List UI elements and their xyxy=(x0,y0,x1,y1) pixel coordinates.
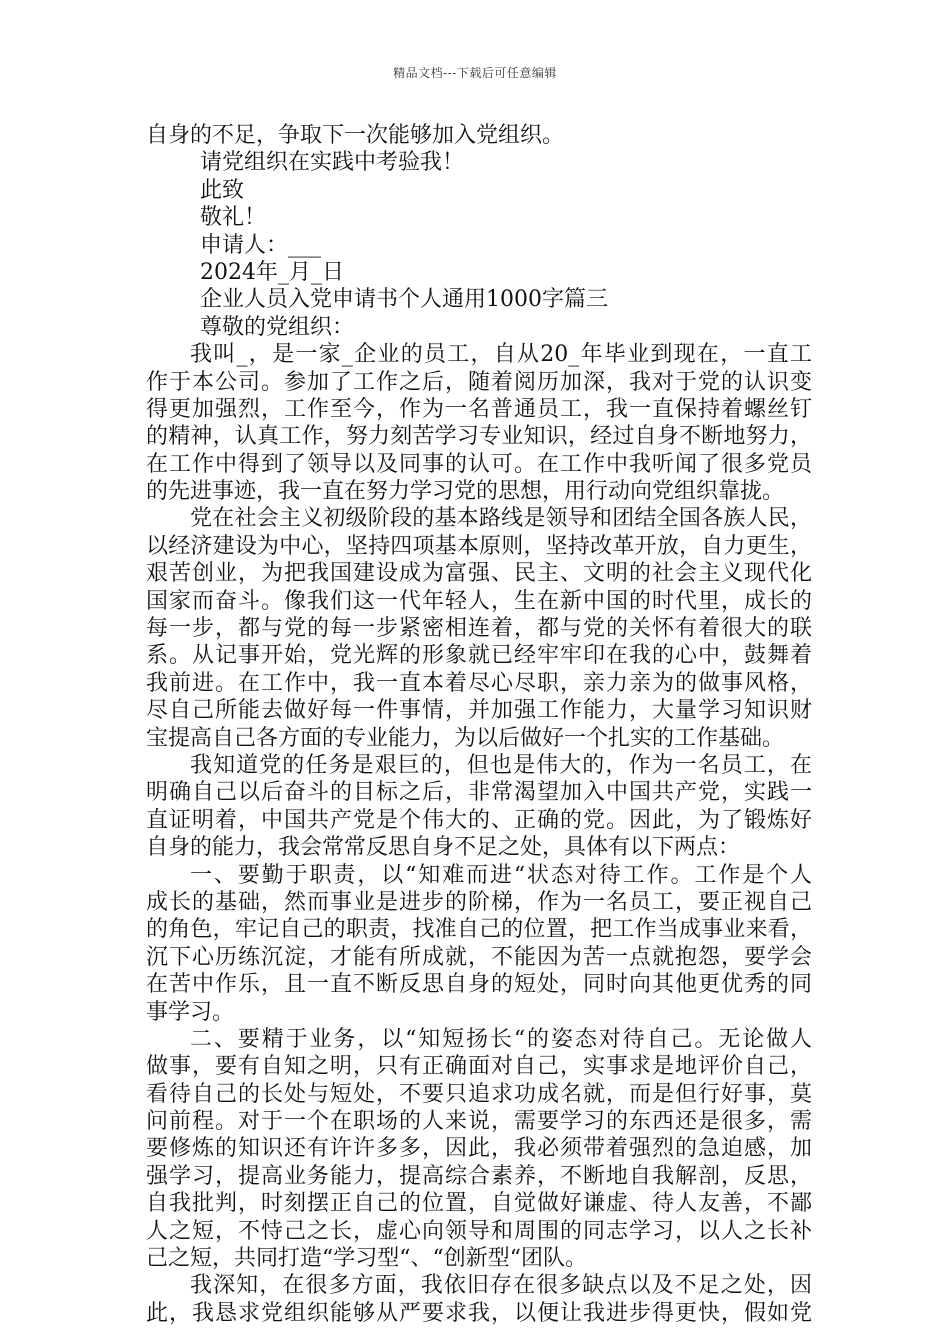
text-line: 一、要勤于职责，以“知难而进“状态对待工作。工作是个人 xyxy=(190,862,812,888)
text-line: 事学习。 xyxy=(146,999,235,1025)
page-header: 精品文档---下载后可任意编辑 xyxy=(393,66,557,80)
text-line: 我深知，在很多方面，我依旧存在很多缺点以及不足之处，因 xyxy=(190,1273,812,1299)
text-line: 问前程。对于一个在职场的人来说，需要学习的东西还是很多，需 xyxy=(146,1109,812,1135)
section-title: 企业人员入党申请书个人通用1000字篇三 xyxy=(200,287,608,313)
text-line: 我叫_，是一家_企业的员工，自从20_年毕业到现在，一直工 xyxy=(190,342,812,368)
text-line: 党在社会主义初级阶段的基本路线是领导和团结全国各族人民， xyxy=(190,506,812,532)
text-line: 在苦中作乐，且一直不断反思自身的短处，同时向其他更优秀的同 xyxy=(146,972,812,998)
text-line: 二、要精于业务，以“知短扬长“的姿态对待自己。无论做人 xyxy=(190,1026,812,1052)
salutation: 尊敬的党组织： xyxy=(200,314,355,340)
text-line: 成长的基础，然而事业是进步的阶梯，作为一名员工，要正视自己 xyxy=(146,889,812,915)
text-line: 强学习，提高业务能力，提高综合素养，不断地自我解剖，反思， xyxy=(146,1163,812,1189)
text-line: 在工作中得到了领导以及同事的认可。在工作中我听闻了很多党员 xyxy=(146,451,812,477)
text-line: 以经济建设为中心，坚持四项基本原则，坚持改革开放，自力更生， xyxy=(146,533,812,559)
text-line: 自我批判，时刻摆正自己的位置，自觉做好谦虚、待人友善，不鄙 xyxy=(146,1191,812,1217)
text-line: 的精神，认真工作，努力刻苦学习专业知识，经过自身不断地努力， xyxy=(146,424,812,450)
text-line: 要修炼的知识还有许许多多，因此，我必须带着强烈的急迫感，加 xyxy=(146,1136,812,1162)
text-line: 请党组织在实践中考验我！ xyxy=(200,150,465,176)
text-line: 得更加强烈，工作至今，作为一名普通员工，我一直保持着螺丝钉 xyxy=(146,396,812,422)
text-line: 敬礼！ xyxy=(200,205,267,231)
text-line: 自身的不足，争取下一次能够加入党组织。 xyxy=(146,123,565,148)
text-line: 此致 xyxy=(200,177,245,203)
text-line: 看待自己的长处与短处，不要只追求功成名就，而是但行好事，莫 xyxy=(146,1081,812,1107)
text-line: 沉下心历练沉淀，才能有所成就，不能因为苦一点就抱怨，要学会 xyxy=(146,944,812,970)
text-line: 申请人：___ xyxy=(200,232,322,258)
document-body xyxy=(146,122,812,1327)
text-line: 直证明着，中国共产党是个伟大的、正确的党。因此，为了锻炼好 xyxy=(146,807,812,833)
text-line: 2024年_月_日 xyxy=(200,259,344,285)
text-line: 自身的能力，我会常常反思自身不足之处，具体有以下两点： xyxy=(146,835,741,861)
text-line: 宝提高自己各方面的专业能力，为以后做好一个扎实的工作基础。 xyxy=(146,725,785,751)
text-line: 每一步，都与党的每一步紧密相连着，都与党的关怀有着很大的联 xyxy=(146,616,812,642)
text-line: 此，我恳求党组织能够从严要求我，以便让我进步得更快，假如党 xyxy=(146,1300,812,1326)
text-line: 我前进。在工作中，我一直本着尽心尽职，亲力亲为的做事风格， xyxy=(146,670,812,696)
text-line: 我知道党的任务是艰巨的，但也是伟大的，作为一名员工，在 xyxy=(190,752,812,778)
text-line: 作于本公司。参加了工作之后，随着阅历加深，我对于党的认识变 xyxy=(146,369,812,395)
text-line: 国家而奋斗。像我们这一代年轻人，生在新中国的时代里，成长的 xyxy=(146,588,812,614)
text-line: 己之短，共同打造“学习型“、“创新型“团队。 xyxy=(146,1246,587,1272)
text-line: 尽自己所能去做好每一件事情，并加强工作能力，大量学习知识财 xyxy=(146,698,812,724)
text-line: 艰苦创业，为把我国建设成为富强、民主、文明的社会主义现代化 xyxy=(146,561,812,587)
text-line: 做事，要有自知之明，只有正确面对自己，实事求是地评价自己， xyxy=(146,1054,812,1080)
text-line: 明确自己以后奋斗的目标之后，非常渴望加入中国共产党，实践一 xyxy=(146,780,812,806)
text-line: 的角色，牢记自己的职责，找准自己的位置，把工作当成事业来看， xyxy=(146,917,812,943)
text-line: 人之短，不恃己之长，虚心向领导和周围的同志学习，以人之长补 xyxy=(146,1218,812,1244)
text-line: 系。从记事开始，党光辉的形象就已经牢牢印在我的心中，鼓舞着 xyxy=(146,643,812,669)
text-line: 的先进事迹，我一直在努力学习党的思想，用行动向党组织靠拢。 xyxy=(146,479,785,505)
